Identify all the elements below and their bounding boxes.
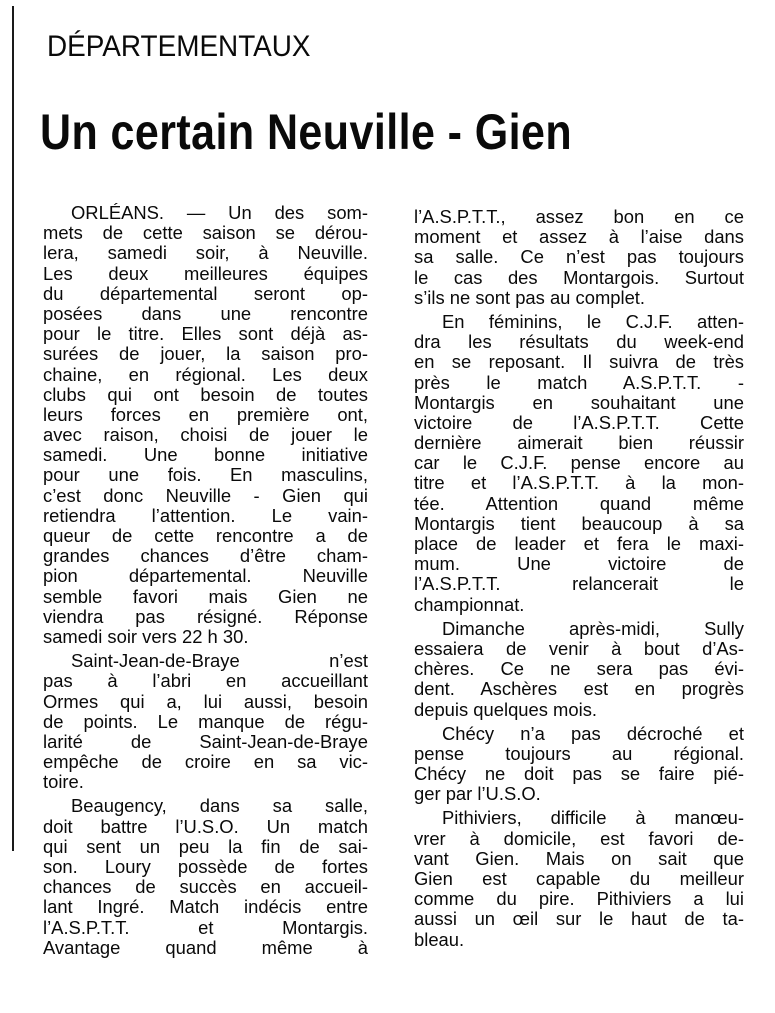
text-line: mets de cette saison se dérou- [43,222,368,244]
headline: Un certain Neuville - Gien [40,104,573,160]
text-line: c’est donc Neuville - Gien qui [43,484,368,506]
text-line: dra les résultats du week-end [414,331,744,353]
text-line: tée. Attention quand même [414,492,744,514]
article-paragraph [414,724,744,805]
text-line: mum. Une victoire de [414,553,744,575]
text-line: leurs forces en première ont, [43,403,368,425]
text-line: Pithiviers, difficile à manœu- [442,807,744,829]
text-line: samedi soir vers 22 h 30. [43,625,249,647]
text-line: pense toujours au régional. [414,742,744,764]
text-line: avec raison, choisi de jouer le [43,424,368,446]
text-line: ger par l’U.S.O. [414,783,541,805]
text-line: championnat. [414,593,525,615]
text-line: queur de cette rencontre a de [43,525,368,546]
text-line: vrer à domicile, est favori de- [414,827,744,849]
text-line: aussi un œil sur le haut de ta- [414,908,744,930]
text-line: de points. Le manque de régu- [43,710,368,732]
text-line: semble favori mais Gien ne [43,585,368,607]
text-line: l’A.S.P.T.T. relancerait le [414,573,744,595]
text-line: titre et l’A.S.P.T.T. à la mon- [414,472,744,494]
text-line: chaine, en régional. Les deux [43,363,368,385]
text-line: moment et assez à l’aise dans [414,226,744,248]
text-line: dent. Aschères est en progrès [414,678,744,700]
text-line: Beaugency, dans sa salle, [71,795,368,817]
text-line: dernière aimerait bien réussir [414,432,744,454]
text-line: l’A.S.P.T.T., assez bon en ce [414,206,744,227]
text-line: essaiera de venir à bout d’As- [414,637,744,659]
text-line: sa salle. Ce n’est pas toujours [414,246,744,268]
text-line: samedi. Une bonne initiative [43,444,368,466]
text-line: place de leader et fera le maxi- [414,533,744,554]
text-line: viendra pas résigné. Réponse [43,605,368,627]
text-line: Les deux meilleures équipes [43,262,368,284]
text-line: Dimanche après-midi, Sully [442,617,744,639]
article-paragraph [414,619,744,720]
text-line: toire. [43,771,84,793]
article-paragraph [43,796,368,958]
text-line: retiendra l’attention. Le vain- [43,504,368,526]
section-label: DÉPARTEMENTAUX [47,30,311,63]
article-paragraph [414,207,744,308]
text-line: victoire de l’A.S.P.T.T. Cette [414,411,744,433]
text-line: empêche de croire en sa vic- [43,751,368,773]
text-line: Saint-Jean-de-Braye n’est [71,650,368,672]
text-line: posées dans une rencontre [43,302,368,324]
text-line: lera, samedi soir, à Neuville. [43,242,368,264]
text-line: Chécy ne doit pas se faire pié- [414,763,744,785]
article-paragraph [414,312,744,615]
article-paragraph [43,203,368,647]
text-line: vant Gien. Mais on sait que [414,847,744,869]
text-line: grandes chances d’être cham- [43,545,368,567]
text-line: pas à l’abri en accueillant [43,670,368,692]
text-line: depuis quelques mois. [414,698,597,720]
text-line: son. Loury possède de fortes [43,856,368,877]
text-line: bleau. [414,928,465,950]
article-paragraph [414,808,744,949]
column-rule [12,6,14,851]
text-line: chances de succès en accueil- [43,876,368,898]
text-line: Gien est capable du meilleur [414,868,744,889]
text-line: en se reposant. Il suivra de très [414,351,744,373]
text-line: car le C.J.F. pense encore au [414,452,744,474]
text-line: pour le titre. Elles sont déjà as- [43,323,368,345]
text-line: près le match A.S.P.T.T. - [414,371,744,393]
text-line: s’ils ne sont pas au complet. [414,286,646,308]
text-line: l’A.S.P.T.T. et Montargis. [43,916,368,938]
text-line: clubs qui ont besoin de toutes [43,383,368,405]
text-line: du départemental seront op- [43,282,368,304]
text-line: qui sent un peu la fin de sai- [43,835,368,857]
text-line: pour une fois. En masculins, [43,464,368,486]
text-line: surées de jouer, la saison pro- [43,343,368,365]
text-line: chères. Ce ne sera pas évi- [414,658,744,680]
text-line: comme du pire. Pithiviers a lui [414,888,744,910]
text-line: Montargis tient beaucoup à sa [414,512,744,534]
article-paragraph [43,651,368,792]
text-line: doit battre l’U.S.O. Un match [43,815,368,837]
text-line: le cas des Montargois. Surtout [414,266,744,288]
text-line: pion départemental. Neuville [43,565,368,587]
text-line: En féminins, le C.J.F. atten- [442,310,744,332]
article-column-left [43,203,368,958]
text-line: Avantage quand même à [43,936,368,958]
text-line: Chécy n’a pas décroché et [442,722,744,744]
text-line: lant Ingré. Match indécis entre [43,896,368,918]
article-column-right [414,207,744,950]
text-line: larité de Saint-Jean-de-Braye [43,730,368,752]
text-line: Montargis en souhaitant une [414,391,744,413]
text-line: ORLÉANS. — Un des som- [71,202,368,223]
text-line: Ormes qui a, lui aussi, besoin [43,690,368,712]
